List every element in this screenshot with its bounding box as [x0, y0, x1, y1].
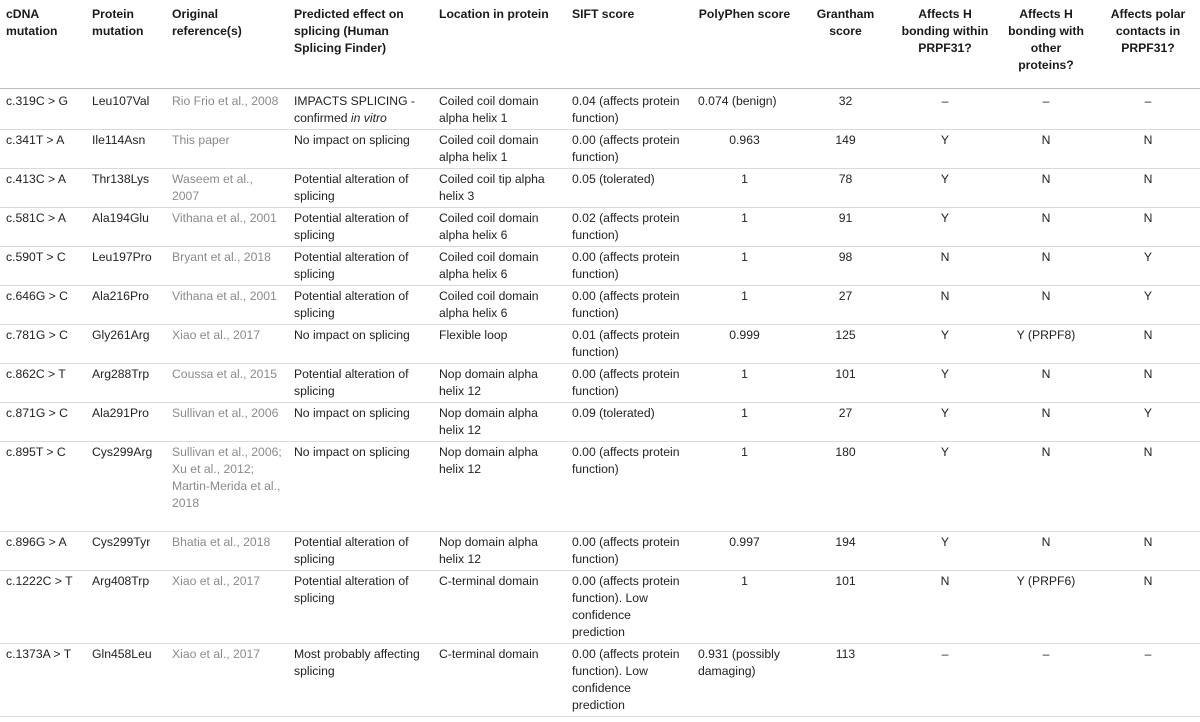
cell-protein: Ala216Pro: [86, 285, 166, 324]
cell-grantham: 113: [797, 643, 894, 716]
cell-reference: Xiao et al., 2017: [166, 643, 288, 716]
cell-hbond-within: –: [894, 643, 996, 716]
cell-sift: 0.00 (affects protein function): [566, 441, 692, 531]
cell-sift: 0.01 (affects protein function): [566, 324, 692, 363]
cell-hbond-other: Y (PRPF6): [996, 570, 1096, 643]
header-polar-contacts: Affects polar contacts in PRPF31?: [1096, 0, 1200, 88]
cell-location: Coiled coil domain alpha helix 1: [433, 88, 566, 129]
cell-sift: 0.09 (tolerated): [566, 402, 692, 441]
cell-location: Nop domain alpha helix 12: [433, 363, 566, 402]
splicing-text: IMPACTS SPLICING - confirmed: [294, 93, 415, 125]
cell-polar: Y: [1096, 402, 1200, 441]
cell-location: Nop domain alpha helix 12: [433, 531, 566, 570]
cell-location: Coiled coil tip alpha helix 3: [433, 168, 566, 207]
table-row: [0, 402, 1200, 441]
cell-location: Nop domain alpha helix 12: [433, 441, 566, 531]
cell-protein: Ala194Glu: [86, 207, 166, 246]
cell-protein: Cys299Arg: [86, 441, 166, 531]
cell-polar: N: [1096, 168, 1200, 207]
cell-cdna: c.896G > A: [0, 531, 86, 570]
cell-sift: 0.00 (affects protein function). Low confidence prediction: [566, 570, 692, 643]
cell-cdna: c.1373A > T: [0, 643, 86, 716]
cell-hbond-other: N: [996, 285, 1096, 324]
table-row: [0, 324, 1200, 363]
cell-hbond-other: –: [996, 643, 1096, 716]
cell-grantham: 101: [797, 363, 894, 402]
cell-polar: N: [1096, 207, 1200, 246]
header-grantham-score: Grantham score: [797, 0, 894, 88]
cell-reference: Rio Frio et al., 2008: [166, 88, 288, 129]
cell-polyphen: 1: [692, 168, 797, 207]
cell-hbond-within: Y: [894, 129, 996, 168]
cell-polar: N: [1096, 129, 1200, 168]
cell-hbond-within: –: [894, 88, 996, 129]
cell-cdna: c.871G > C: [0, 402, 86, 441]
cell-splicing: [288, 88, 433, 129]
cell-cdna: c.341T > A: [0, 129, 86, 168]
cell-hbond-within: Y: [894, 441, 996, 531]
cell-protein: Cys299Tyr: [86, 531, 166, 570]
cell-splicing: Most probably affecting splicing: [288, 643, 433, 716]
header-predicted-splicing: Predicted effect on splicing (Human Splicing Finder): [288, 0, 433, 88]
cell-grantham: 194: [797, 531, 894, 570]
cell-splicing: Potential alteration of splicing: [288, 570, 433, 643]
cell-sift: 0.05 (tolerated): [566, 168, 692, 207]
cell-polyphen: 1: [692, 570, 797, 643]
header-hbond-other: Affects H bonding with other proteins?: [996, 0, 1096, 88]
cell-grantham: 32: [797, 88, 894, 129]
cell-polyphen: 0.963: [692, 129, 797, 168]
cell-polar: Y: [1096, 285, 1200, 324]
cell-sift: 0.04 (affects protein function): [566, 88, 692, 129]
cell-hbond-within: Y: [894, 531, 996, 570]
cell-location: C-terminal domain: [433, 570, 566, 643]
cell-reference: Xiao et al., 2017: [166, 570, 288, 643]
cell-polar: N: [1096, 324, 1200, 363]
cell-hbond-other: Y (PRPF8): [996, 324, 1096, 363]
cell-splicing: Potential alteration of splicing: [288, 207, 433, 246]
cell-grantham: 78: [797, 168, 894, 207]
cell-location: C-terminal domain: [433, 643, 566, 716]
cell-polyphen: 0.074 (benign): [692, 88, 797, 129]
cell-hbond-other: N: [996, 129, 1096, 168]
cell-cdna: c.413C > A: [0, 168, 86, 207]
cell-polar: Y: [1096, 246, 1200, 285]
cell-polyphen: 0.931 (possibly damaging): [692, 643, 797, 716]
table-row: [0, 285, 1200, 324]
cell-grantham: 27: [797, 402, 894, 441]
cell-polar: N: [1096, 570, 1200, 643]
cell-protein: Gly261Arg: [86, 324, 166, 363]
header-location: Location in protein: [433, 0, 566, 88]
cell-cdna: c.862C > T: [0, 363, 86, 402]
table-row: [0, 570, 1200, 643]
cell-protein: Gln458Leu: [86, 643, 166, 716]
cell-grantham: 27: [797, 285, 894, 324]
cell-polar: –: [1096, 643, 1200, 716]
table-row: [0, 129, 1200, 168]
cell-polyphen: 1: [692, 207, 797, 246]
table-row: [0, 363, 1200, 402]
cell-reference: Bryant et al., 2018: [166, 246, 288, 285]
cell-sift: 0.02 (affects protein function): [566, 207, 692, 246]
cell-cdna: c.781G > C: [0, 324, 86, 363]
cell-reference: Bhatia et al., 2018: [166, 531, 288, 570]
cell-polar: N: [1096, 531, 1200, 570]
cell-hbond-within: Y: [894, 207, 996, 246]
cell-polyphen: 0.997: [692, 531, 797, 570]
table-row: [0, 88, 1200, 129]
cell-sift: 0.00 (affects protein function): [566, 129, 692, 168]
cell-grantham: 149: [797, 129, 894, 168]
header-hbond-within: Affects H bonding within PRPF31?: [894, 0, 996, 88]
cell-polyphen: 1: [692, 441, 797, 531]
cell-reference: Xiao et al., 2017: [166, 324, 288, 363]
cell-grantham: 180: [797, 441, 894, 531]
cell-protein: Leu107Val: [86, 88, 166, 129]
cell-hbond-other: –: [996, 88, 1096, 129]
cell-polyphen: 1: [692, 285, 797, 324]
cell-reference: Vithana et al., 2001: [166, 207, 288, 246]
cell-cdna: c.581C > A: [0, 207, 86, 246]
cell-hbond-other: N: [996, 531, 1096, 570]
table-row: [0, 441, 1200, 531]
table-header-row: [0, 0, 1200, 88]
cell-sift: 0.00 (affects protein function): [566, 285, 692, 324]
cell-location: Nop domain alpha helix 12: [433, 402, 566, 441]
cell-location: Flexible loop: [433, 324, 566, 363]
cell-protein: Thr138Lys: [86, 168, 166, 207]
cell-splicing: Potential alteration of splicing: [288, 363, 433, 402]
cell-polyphen: 1: [692, 402, 797, 441]
cell-hbond-within: N: [894, 285, 996, 324]
cell-protein: Arg288Trp: [86, 363, 166, 402]
cell-sift: 0.00 (affects protein function): [566, 246, 692, 285]
cell-cdna: c.319C > G: [0, 88, 86, 129]
cell-cdna: c.1222C > T: [0, 570, 86, 643]
cell-grantham: 98: [797, 246, 894, 285]
cell-reference: Waseem et al., 2007: [166, 168, 288, 207]
cell-splicing: No impact on splicing: [288, 324, 433, 363]
header-polyphen-score: PolyPhen score: [692, 0, 797, 88]
cell-protein: Ile114Asn: [86, 129, 166, 168]
cell-splicing: No impact on splicing: [288, 441, 433, 531]
cell-polar: N: [1096, 363, 1200, 402]
cell-hbond-within: Y: [894, 168, 996, 207]
header-cdna-mutation: cDNA mutation: [0, 0, 86, 88]
cell-grantham: 101: [797, 570, 894, 643]
cell-location: Coiled coil domain alpha helix 6: [433, 285, 566, 324]
cell-reference: Sullivan et al., 2006; Xu et al., 2012; Martin-Merida et al., 2018: [166, 441, 288, 531]
header-original-reference: Original reference(s): [166, 0, 288, 88]
header-sift-score: SIFT score: [566, 0, 692, 88]
cell-reference: This paper: [166, 129, 288, 168]
cell-sift: 0.00 (affects protein function). Low confidence prediction: [566, 643, 692, 716]
cell-hbond-other: N: [996, 363, 1096, 402]
cell-location: Coiled coil domain alpha helix 1: [433, 129, 566, 168]
cell-hbond-other: N: [996, 207, 1096, 246]
cell-hbond-within: N: [894, 246, 996, 285]
table-row: [0, 531, 1200, 570]
cell-splicing: Potential alteration of splicing: [288, 246, 433, 285]
table-row: [0, 643, 1200, 716]
cell-protein: Arg408Trp: [86, 570, 166, 643]
header-protein-mutation: Protein mutation: [86, 0, 166, 88]
cell-polar: –: [1096, 88, 1200, 129]
cell-reference: Coussa et al., 2015: [166, 363, 288, 402]
cell-grantham: 91: [797, 207, 894, 246]
cell-splicing: No impact on splicing: [288, 129, 433, 168]
cell-hbond-other: N: [996, 168, 1096, 207]
cell-sift: 0.00 (affects protein function): [566, 531, 692, 570]
cell-splicing: Potential alteration of splicing: [288, 531, 433, 570]
cell-hbond-within: Y: [894, 402, 996, 441]
cell-cdna: c.646G > C: [0, 285, 86, 324]
cell-splicing: No impact on splicing: [288, 402, 433, 441]
cell-cdna: c.895T > C: [0, 441, 86, 531]
cell-location: Coiled coil domain alpha helix 6: [433, 207, 566, 246]
cell-hbond-other: N: [996, 441, 1096, 531]
cell-hbond-within: Y: [894, 324, 996, 363]
table-row: [0, 207, 1200, 246]
cell-protein: Leu197Pro: [86, 246, 166, 285]
cell-splicing: Potential alteration of splicing: [288, 285, 433, 324]
cell-protein: Ala291Pro: [86, 402, 166, 441]
cell-hbond-within: Y: [894, 363, 996, 402]
cell-hbond-within: N: [894, 570, 996, 643]
cell-splicing: Potential alteration of splicing: [288, 168, 433, 207]
cell-reference: Sullivan et al., 2006: [166, 402, 288, 441]
cell-sift: 0.00 (affects protein function): [566, 363, 692, 402]
splicing-italic-text: in vitro: [350, 110, 387, 125]
cell-polar: N: [1096, 441, 1200, 531]
cell-reference: Vithana et al., 2001: [166, 285, 288, 324]
cell-polyphen: 1: [692, 246, 797, 285]
cell-hbond-other: N: [996, 246, 1096, 285]
table-row: [0, 246, 1200, 285]
cell-grantham: 125: [797, 324, 894, 363]
cell-location: Coiled coil domain alpha helix 6: [433, 246, 566, 285]
cell-polyphen: 0.999: [692, 324, 797, 363]
cell-cdna: c.590T > C: [0, 246, 86, 285]
cell-polyphen: 1: [692, 363, 797, 402]
table-row: [0, 168, 1200, 207]
cell-hbond-other: N: [996, 402, 1096, 441]
